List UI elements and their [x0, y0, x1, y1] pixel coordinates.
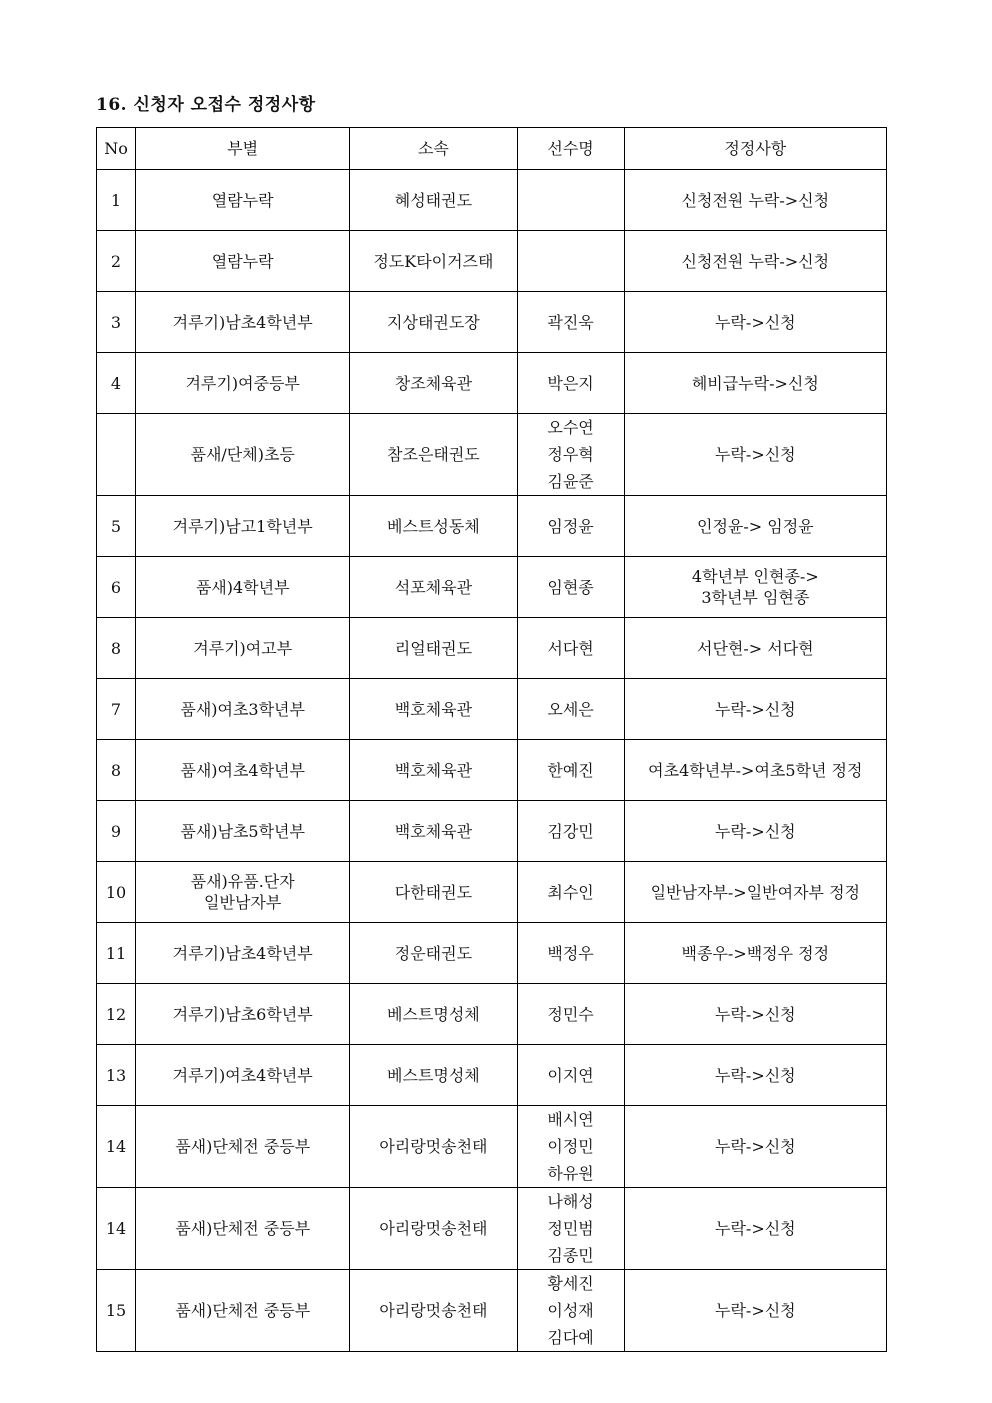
cell-division-line: 품새)유품.단자 — [190, 872, 295, 891]
cell-athlete-names-line: 이정민 — [547, 1137, 594, 1156]
cell-athlete-names-line: 김종민 — [547, 1246, 594, 1265]
cell-correction — [624, 801, 886, 862]
cell-division — [136, 414, 350, 496]
cell-division — [136, 353, 350, 414]
cell-athlete-names-line: 황세진 — [547, 1274, 594, 1293]
cell-athlete-names — [517, 496, 624, 557]
cell-affiliation: 참조은태권도 — [350, 414, 517, 496]
cell-correction-line: 누락->신청 — [715, 1301, 796, 1320]
cell-correction — [624, 862, 886, 923]
cell-correction-line: 누락->신청 — [715, 1065, 796, 1085]
cell-athlete-names — [517, 1188, 624, 1270]
cell-correction-line: 백종우->백정우 정정 — [681, 943, 830, 963]
table-row — [97, 801, 887, 862]
cell-no: 10 — [97, 862, 136, 923]
cell-correction-line: 3학년부 임현종 — [701, 588, 810, 607]
cell-athlete-names — [517, 618, 624, 679]
cell-division-line: 겨루기)남초6학년부 — [172, 1004, 313, 1024]
cell-athlete-names — [517, 557, 624, 618]
cell-division-line: 품새)남초5학년부 — [180, 821, 305, 841]
table-row — [97, 1188, 887, 1270]
cell-correction — [624, 984, 886, 1045]
cell-athlete-names — [517, 1106, 624, 1188]
table-row — [97, 1106, 887, 1188]
cell-no: 4 — [97, 353, 136, 414]
table-row — [97, 862, 887, 923]
cell-affiliation: 지상태권도장 — [350, 292, 517, 353]
header-affiliation: 소속 — [350, 128, 517, 170]
cell-correction — [624, 292, 886, 353]
cell-no: 11 — [97, 923, 136, 984]
cell-division — [136, 618, 350, 679]
cell-athlete-names-line: 정민범 — [547, 1219, 594, 1238]
cell-division-line: 겨루기)남고1학년부 — [172, 516, 313, 536]
cell-athlete-names — [517, 292, 624, 353]
cell-correction — [624, 740, 886, 801]
cell-athlete-names-line: 이지연 — [547, 1065, 594, 1085]
table-row — [97, 618, 887, 679]
cell-division-line: 품새)단체전 중등부 — [175, 1137, 311, 1156]
cell-division-line: 겨루기)여초4학년부 — [172, 1065, 313, 1085]
cell-no: 3 — [97, 292, 136, 353]
cell-correction — [624, 1188, 886, 1270]
cell-correction — [624, 231, 886, 292]
cell-athlete-names-line: 최수인 — [547, 882, 594, 902]
cell-correction — [624, 557, 886, 618]
cell-athlete-names-line: 정민수 — [547, 1004, 594, 1024]
cell-athlete-names-line: 임정윤 — [547, 516, 594, 536]
cell-affiliation: 백호체육관 — [350, 801, 517, 862]
table-row — [97, 353, 887, 414]
cell-division — [136, 740, 350, 801]
cell-athlete-names-line: 김윤준 — [547, 472, 594, 491]
cell-affiliation: 아리랑멋송천태 — [350, 1106, 517, 1188]
cell-athlete-names — [517, 679, 624, 740]
cell-athlete-names-line: 이성재 — [547, 1301, 594, 1320]
cell-athlete-names — [517, 984, 624, 1045]
cell-athlete-names-line: 배시연 — [547, 1110, 594, 1129]
cell-division — [136, 923, 350, 984]
cell-division — [136, 679, 350, 740]
cell-division — [136, 170, 350, 231]
cell-no: 6 — [97, 557, 136, 618]
cell-athlete-names — [517, 353, 624, 414]
cell-athlete-names-line: 서다현 — [547, 638, 594, 658]
table-header-row — [97, 128, 887, 170]
cell-division-line: 겨루기)남초4학년부 — [172, 312, 313, 332]
cell-no: 2 — [97, 231, 136, 292]
cell-no: 8 — [97, 618, 136, 679]
cell-division — [136, 557, 350, 618]
cell-correction — [624, 353, 886, 414]
cell-correction — [624, 170, 886, 231]
cell-athlete-names-line: 김다예 — [547, 1328, 594, 1347]
cell-no: 7 — [97, 679, 136, 740]
cell-athlete-names-line: 오수연 — [547, 418, 594, 437]
cell-no — [97, 414, 136, 496]
cell-division-line: 겨루기)여중등부 — [185, 373, 300, 393]
table-row — [97, 1045, 887, 1106]
cell-correction — [624, 1106, 886, 1188]
header-correction: 정정사항 — [624, 128, 886, 170]
cell-athlete-names — [517, 862, 624, 923]
header-athlete-name: 선수명 — [517, 128, 624, 170]
cell-correction-line: 누락->신청 — [715, 312, 796, 332]
cell-athlete-names — [517, 801, 624, 862]
table-row — [97, 740, 887, 801]
cell-athlete-names-line: 나해성 — [547, 1192, 594, 1211]
section-title: 16. 신청자 오접수 정정사항 — [96, 95, 316, 115]
cell-correction — [624, 618, 886, 679]
cell-correction-line: 누락->신청 — [715, 699, 796, 719]
cell-correction-line: 신청전원 누락->신청 — [681, 190, 830, 210]
header-no: No — [97, 128, 136, 170]
cell-athlete-names-line: 김강민 — [547, 821, 594, 841]
cell-athlete-names-line: 정우혁 — [547, 445, 594, 464]
cell-athlete-names-line: 하유원 — [547, 1164, 594, 1183]
cell-division — [136, 984, 350, 1045]
cell-division — [136, 801, 350, 862]
table-row — [97, 984, 887, 1045]
cell-affiliation: 베스트명성체 — [350, 984, 517, 1045]
cell-affiliation: 아리랑멋송천태 — [350, 1188, 517, 1270]
cell-athlete-names-line: 곽진욱 — [547, 312, 594, 332]
cell-correction-line: 누락->신청 — [715, 1137, 796, 1156]
cell-no: 1 — [97, 170, 136, 231]
cell-affiliation: 다한태권도 — [350, 862, 517, 923]
cell-no: 14 — [97, 1106, 136, 1188]
cell-division-line: 겨루기)여고부 — [193, 638, 293, 658]
cell-athlete-names — [517, 414, 624, 496]
cell-correction — [624, 496, 886, 557]
cell-affiliation: 백호체육관 — [350, 740, 517, 801]
cell-division-line: 품새)4학년부 — [195, 577, 290, 597]
cell-division-line: 품새)여초4학년부 — [180, 760, 305, 780]
cell-division — [136, 231, 350, 292]
cell-correction-line: 일반남자부->일반여자부 정정 — [650, 882, 860, 902]
cell-division — [136, 292, 350, 353]
cell-correction-line: 헤비급누락->신청 — [691, 373, 819, 393]
cell-athlete-names-line: 임현종 — [547, 577, 594, 597]
table-row — [97, 170, 887, 231]
cell-division-line: 품새)단체전 중등부 — [175, 1219, 311, 1238]
table-row — [97, 414, 887, 496]
cell-correction-line: 누락->신청 — [715, 1004, 796, 1024]
cell-no: 9 — [97, 801, 136, 862]
correction-table — [96, 127, 887, 1352]
cell-division — [136, 1270, 350, 1352]
cell-affiliation: 리얼태권도 — [350, 618, 517, 679]
cell-correction — [624, 414, 886, 496]
cell-no: 5 — [97, 496, 136, 557]
table-body — [97, 170, 887, 1352]
cell-athlete-names — [517, 231, 624, 292]
cell-correction — [624, 1270, 886, 1352]
cell-division — [136, 1045, 350, 1106]
cell-correction-line: 신청전원 누락->신청 — [681, 251, 830, 271]
cell-correction-line: 누락->신청 — [715, 445, 796, 464]
cell-affiliation: 베스트명성체 — [350, 1045, 517, 1106]
cell-correction-line: 여초4학년부->여초5학년 정정 — [648, 760, 863, 780]
cell-division-line: 품새/단체)초등 — [190, 445, 295, 464]
cell-no: 15 — [97, 1270, 136, 1352]
cell-division — [136, 862, 350, 923]
cell-division-line: 일반남자부 — [204, 893, 282, 912]
cell-affiliation: 베스트성동체 — [350, 496, 517, 557]
cell-affiliation: 백호체육관 — [350, 679, 517, 740]
cell-division — [136, 1188, 350, 1270]
cell-correction-line: 인정윤-> 임정윤 — [697, 516, 814, 536]
cell-affiliation: 아리랑멋송천태 — [350, 1270, 517, 1352]
cell-division-line: 겨루기)남초4학년부 — [172, 943, 313, 963]
table-row — [97, 557, 887, 618]
cell-athlete-names — [517, 923, 624, 984]
table-row — [97, 292, 887, 353]
cell-correction-line: 누락->신청 — [715, 1219, 796, 1238]
table-row — [97, 496, 887, 557]
cell-affiliation: 창조체육관 — [350, 353, 517, 414]
cell-affiliation: 정운태권도 — [350, 923, 517, 984]
cell-affiliation: 혜성태권도 — [350, 170, 517, 231]
cell-athlete-names-line: 한예진 — [547, 760, 594, 780]
cell-division — [136, 496, 350, 557]
cell-correction — [624, 1045, 886, 1106]
cell-athlete-names — [517, 740, 624, 801]
cell-athlete-names-line: 백정우 — [547, 943, 594, 963]
cell-division-line: 열람누락 — [211, 190, 274, 210]
cell-division — [136, 1106, 350, 1188]
cell-no: 13 — [97, 1045, 136, 1106]
cell-athlete-names — [517, 170, 624, 231]
cell-no: 8 — [97, 740, 136, 801]
cell-division-line: 열람누락 — [211, 251, 274, 271]
cell-correction — [624, 679, 886, 740]
cell-correction-line: 누락->신청 — [715, 821, 796, 841]
cell-affiliation: 정도K타이거즈태 — [350, 231, 517, 292]
table-row — [97, 1270, 887, 1352]
table-row — [97, 231, 887, 292]
cell-no: 14 — [97, 1188, 136, 1270]
cell-athlete-names-line: 박은지 — [547, 373, 594, 393]
cell-correction-line: 4학년부 인현종-> — [691, 567, 819, 586]
cell-division-line: 품새)단체전 중등부 — [175, 1301, 311, 1320]
cell-athlete-names — [517, 1045, 624, 1106]
cell-correction — [624, 923, 886, 984]
table-row — [97, 923, 887, 984]
cell-athlete-names — [517, 1270, 624, 1352]
cell-affiliation: 석포체육관 — [350, 557, 517, 618]
cell-division-line: 품새)여초3학년부 — [180, 699, 305, 719]
cell-no: 12 — [97, 984, 136, 1045]
cell-correction-line: 서단현-> 서다현 — [697, 638, 814, 658]
cell-athlete-names-line: 오세은 — [547, 699, 594, 719]
header-division: 부별 — [136, 128, 350, 170]
table-row — [97, 679, 887, 740]
